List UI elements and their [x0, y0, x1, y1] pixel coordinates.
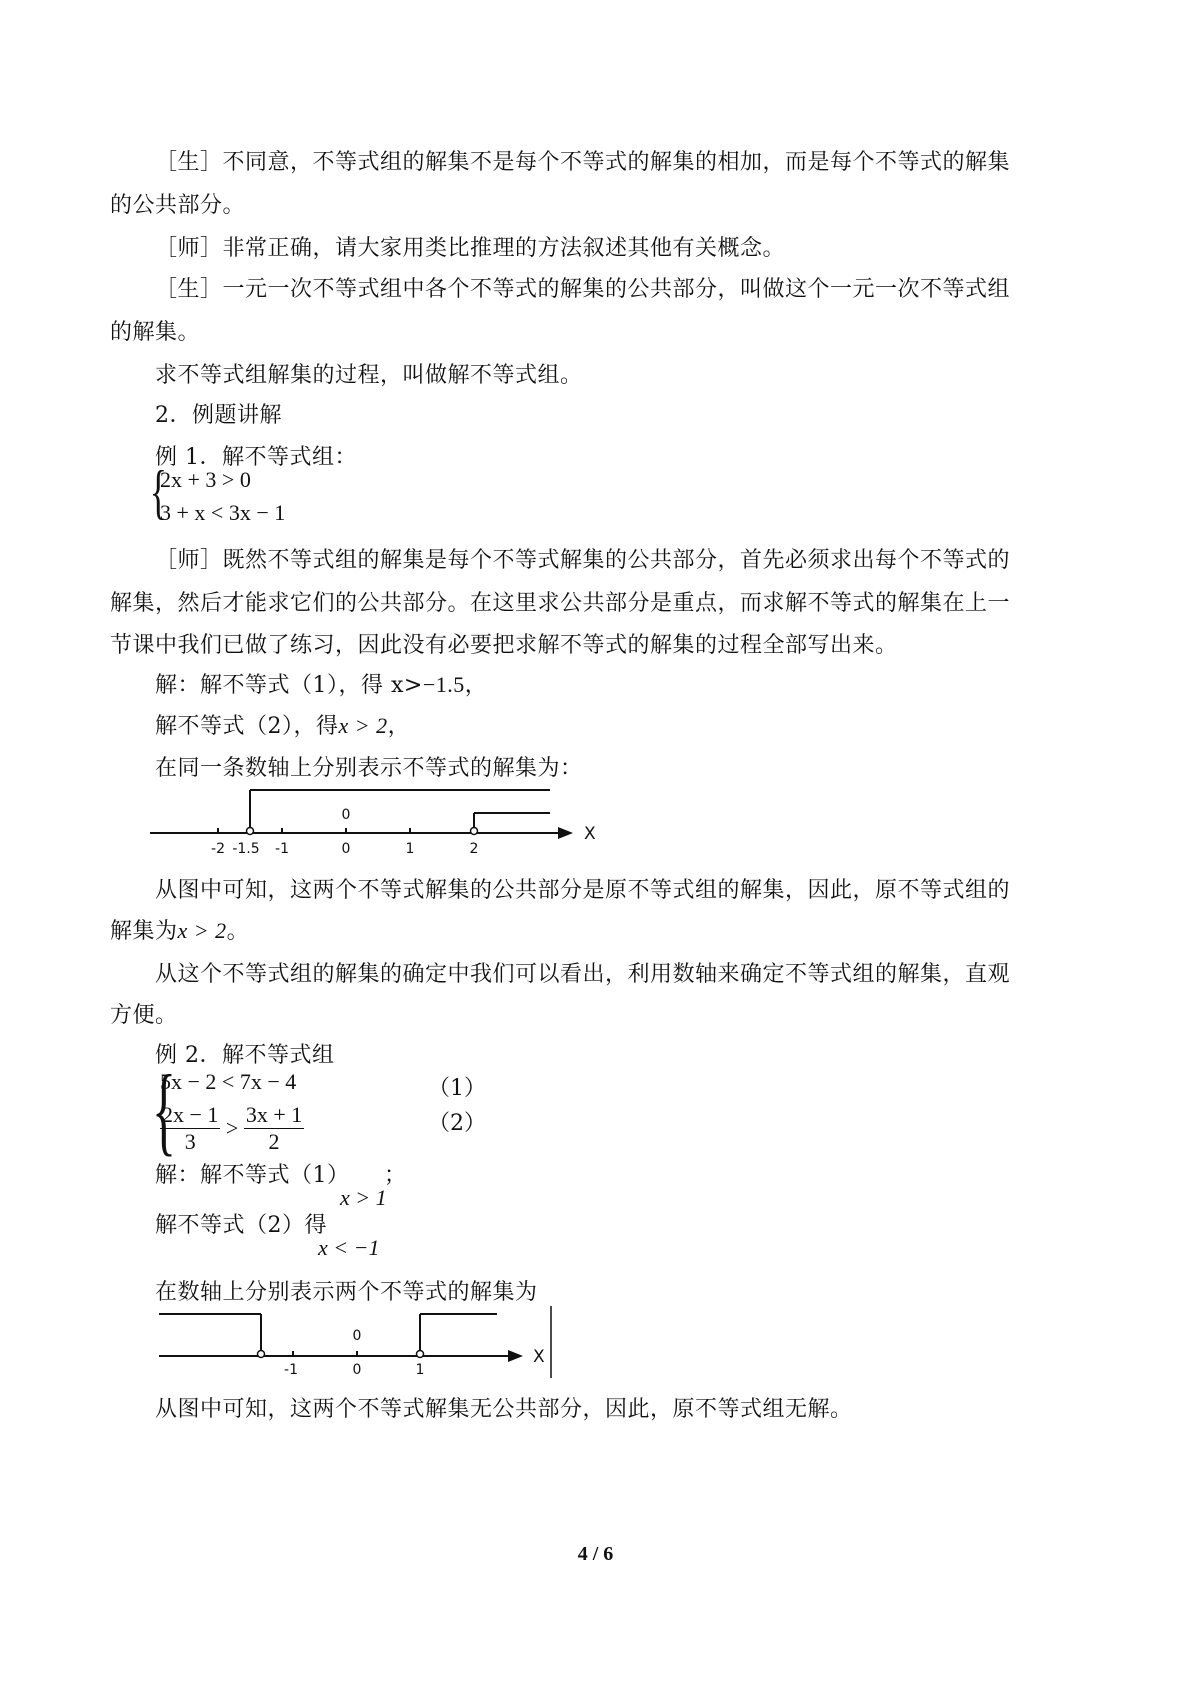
solution-1-text: 解：解不等式（1），得 x>: [155, 673, 423, 698]
paragraph-3-line-2: 的解集。: [110, 320, 201, 345]
solution-1-line-1: [155, 672, 487, 699]
arrow-right-icon: [558, 827, 573, 839]
example-2-inequality-2: [160, 1102, 304, 1155]
paragraph-2: ［师］非常正确，请大家用类比推理的方法叙述其他有关概念。: [155, 236, 786, 261]
tick-label: -1.5: [232, 841, 260, 857]
left-brace-icon: {: [149, 459, 168, 525]
example-1-title: 例 1．解不等式组：: [155, 445, 357, 470]
solution-1-suffix: ，: [464, 673, 488, 698]
tick-label: -2: [211, 841, 225, 857]
solution-2a-math: x > 1: [340, 1185, 387, 1210]
paragraph-7: 在同一条数轴上分别表示不等式的解集为：: [155, 756, 583, 781]
paragraph-6-line-2: 解集，然后才能求它们的公共部分。在这里求公共部分是重点，而求解不等式的解集在上一: [110, 591, 1011, 616]
fraction-right: [244, 1102, 304, 1155]
paragraph-9-line-2: 方便。: [110, 1003, 178, 1028]
fraction-numerator: 2x − 1: [162, 1102, 219, 1127]
paragraph-4: 求不等式组解集的过程，叫做解不等式组。: [155, 363, 583, 388]
solution-1-line-2: [155, 713, 410, 740]
paragraph-8-text: 解集为: [110, 919, 178, 944]
open-point: [247, 828, 254, 835]
fraction-denominator: 3: [184, 1129, 196, 1154]
axis-label: X: [584, 824, 596, 844]
tick-label: -1: [275, 841, 289, 857]
tick-label: 1: [405, 841, 415, 857]
page-number: 4 / 6: [577, 1543, 614, 1565]
tick-label: 1: [415, 1362, 425, 1378]
paragraph-8-line-2: [110, 918, 249, 945]
equation-tag-1: （1）: [428, 1076, 486, 1101]
solution-2-line-2: 解不等式（2）得: [155, 1213, 327, 1238]
paragraph-8-suffix: 。: [226, 919, 250, 944]
axis-label: X: [533, 1347, 545, 1367]
equation-tag-2: （2）: [428, 1111, 486, 1136]
tick-label: 0: [341, 841, 351, 857]
paragraph-3-line-1: ［生］一元一次不等式组中各个不等式的解集的公共部分，叫做这个一元一次不等式组: [155, 277, 1011, 302]
solution-1b-suffix: ，: [387, 714, 411, 739]
open-point: [417, 1351, 424, 1358]
solution-1-value: −1.5: [422, 672, 465, 697]
open-point: [471, 828, 478, 835]
number-line-2: [155, 1302, 565, 1382]
solution-2b-math: x < −1: [318, 1235, 380, 1260]
paragraph-8-line-1: 从图中可知，这两个不等式解集的公共部分是原不等式组的解集，因此，原不等式组的: [155, 878, 1011, 903]
fraction-numerator: 3x + 1: [245, 1102, 303, 1127]
arrow-right-icon: [508, 1350, 523, 1362]
solution-1b-text: 解不等式（2），得: [155, 714, 339, 739]
paragraph-6-line-1: ［师］既然不等式组的解集是每个不等式解集的公共部分，首先必须求出每个不等式的: [155, 548, 1011, 573]
fraction-denominator: 2: [268, 1129, 280, 1154]
solution-2a-text: 解：解不等式（1）: [155, 1163, 350, 1188]
fraction-left: [160, 1102, 220, 1155]
tick-label: -1: [284, 1362, 298, 1378]
example-1-inequality-2: 3 + x < 3x − 1: [160, 500, 286, 525]
paragraph-1-line-1: ［生］不同意，不等式组的解集不是每个不等式的解集的相加，而是每个不等式的解集: [155, 150, 1011, 175]
origin-label: 0: [341, 807, 351, 823]
number-line-1: [148, 785, 608, 860]
example-2-title: 例 2．解不等式组: [155, 1043, 335, 1068]
paragraph-9-line-1: 从这个不等式组的解集的确定中我们可以看出，利用数轴来确定不等式组的解集，直观: [155, 962, 1011, 987]
paragraph-1-line-2: 的公共部分。: [110, 193, 246, 218]
left-brace-icon: {: [152, 1054, 176, 1165]
paragraph-11: 从图中可知，这两个不等式解集无公共部分，因此，原不等式组无解。: [155, 1397, 853, 1422]
origin-label: 0: [352, 1328, 362, 1344]
example-2-inequality-1: 5x − 2 < 7x − 4: [160, 1069, 297, 1094]
paragraph-6-line-3: 节课中我们已做了练习，因此没有必要把求解不等式的解集的过程全部写出来。: [110, 633, 898, 658]
solution-2a-suffix: ；: [384, 1163, 407, 1188]
greater-than: >: [225, 1115, 239, 1141]
tick-label: 0: [352, 1362, 362, 1378]
example-1-inequality-1: 2x + 3 > 0: [160, 467, 251, 492]
section-heading: 2．例题讲解: [155, 403, 282, 428]
tick-label: 2: [469, 841, 479, 857]
paragraph-8-math: x > 2: [177, 918, 227, 943]
paragraph-10: 在数轴上分别表示两个不等式的解集为: [155, 1280, 538, 1305]
solution-1b-math: x > 2: [338, 713, 388, 738]
solution-2-line-1: [155, 1163, 350, 1189]
open-point: [258, 1351, 265, 1358]
